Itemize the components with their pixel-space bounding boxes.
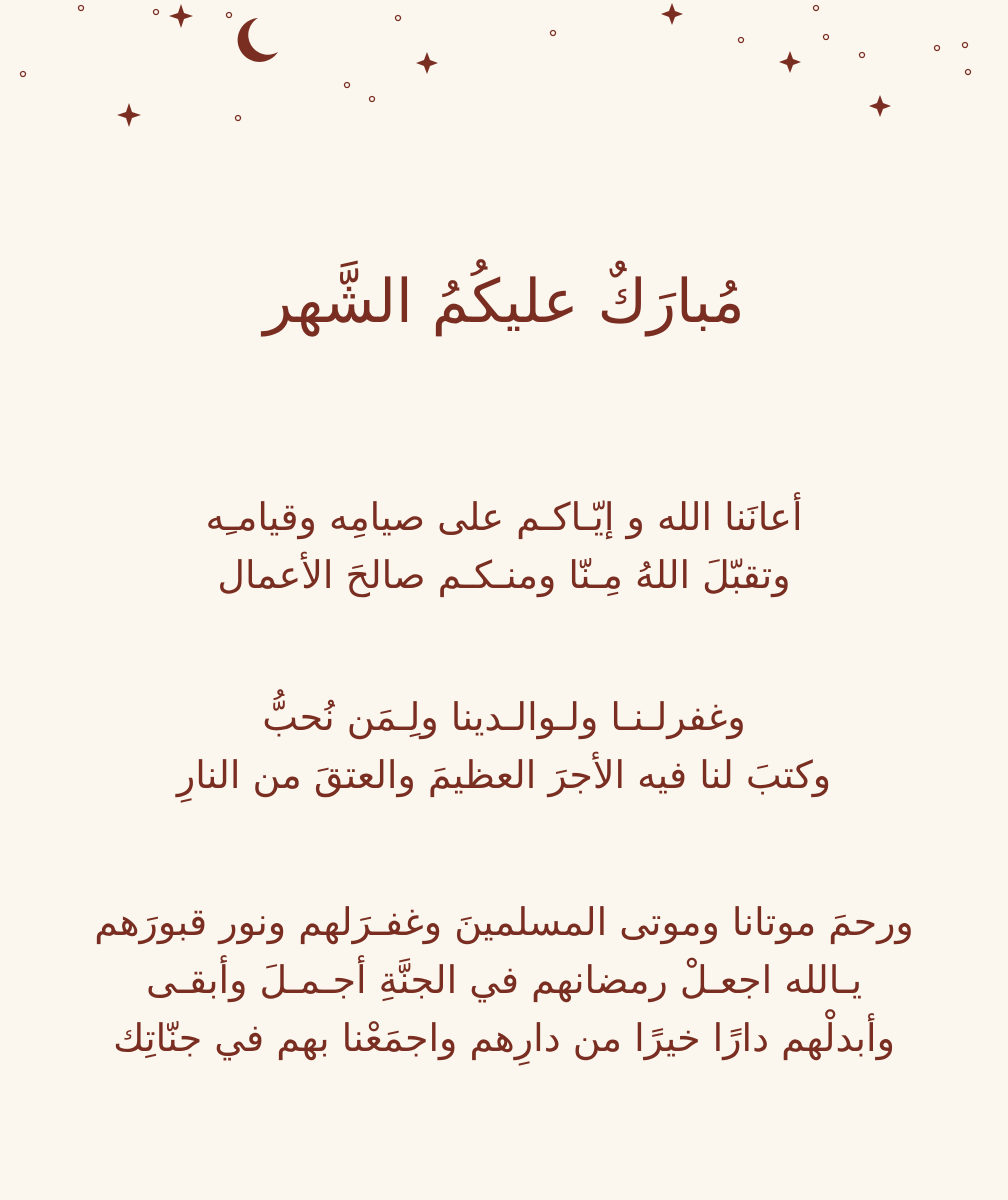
small-circle-star-icon — [824, 35, 829, 40]
four-point-star-icon — [779, 51, 801, 73]
verse-line: أعانَنا الله و إيّـاكـم على صيامِه وقيامـِه — [205, 495, 803, 539]
stanza-3 — [0, 893, 1008, 1067]
verse-line: وتقبّلَ اللهُ مِـنّا ومنـكـم صالحَ الأعمال — [217, 553, 791, 597]
small-circle-star-icon — [21, 72, 26, 77]
small-circle-star-icon — [814, 6, 819, 11]
small-circle-star-icon — [966, 70, 971, 75]
small-circle-star-icon — [154, 10, 159, 15]
crescent-moon-icon — [238, 18, 278, 62]
small-circle-star-icon — [860, 53, 865, 58]
small-circle-star-icon — [963, 43, 968, 48]
four-point-star-icon — [117, 103, 141, 127]
small-circle-star-icon — [935, 46, 940, 51]
stanza-1 — [0, 488, 1008, 604]
four-point-star-icon — [661, 3, 683, 25]
small-circle-star-icon — [370, 97, 375, 102]
verse-line: وغفرلـنـا ولـوالـدينا ولِـمَن نُحبُّ — [262, 695, 746, 739]
verse-line: يـالله اجعـلْ رمضانهم في الجنَّةِ أجـمـلَ وأبقـى — [145, 958, 863, 1002]
small-circle-star-icon — [396, 16, 401, 21]
night-sky-decoration — [0, 0, 1008, 180]
verse-line: وكتبَ لنا فيه الأجرَ العظيمَ والعتقَ من النارِ — [176, 753, 832, 797]
small-circle-star-icon — [739, 38, 744, 43]
four-point-star-icon — [169, 4, 193, 28]
four-point-star-icon — [869, 95, 891, 117]
small-circle-star-icon — [227, 13, 232, 18]
verse-line: وأبدلْهم دارًا خيرًا من دارِهم واجمَعْنا بهم في جنّاتِك — [113, 1016, 895, 1060]
four-point-star-icon — [416, 52, 438, 74]
small-circle-star-icon — [345, 83, 350, 88]
small-circle-star-icon — [79, 6, 84, 11]
small-circle-star-icon — [551, 31, 556, 36]
greeting-title: مُبارَكٌ عليكُمُ الشَّهر — [263, 267, 745, 337]
verse-line: ورحمَ موتانا وموتى المسلمينَ وغفـرَلهم ونور قبورَهم — [94, 900, 914, 944]
small-circle-star-icon — [236, 116, 241, 121]
stanza-2 — [0, 688, 1008, 804]
